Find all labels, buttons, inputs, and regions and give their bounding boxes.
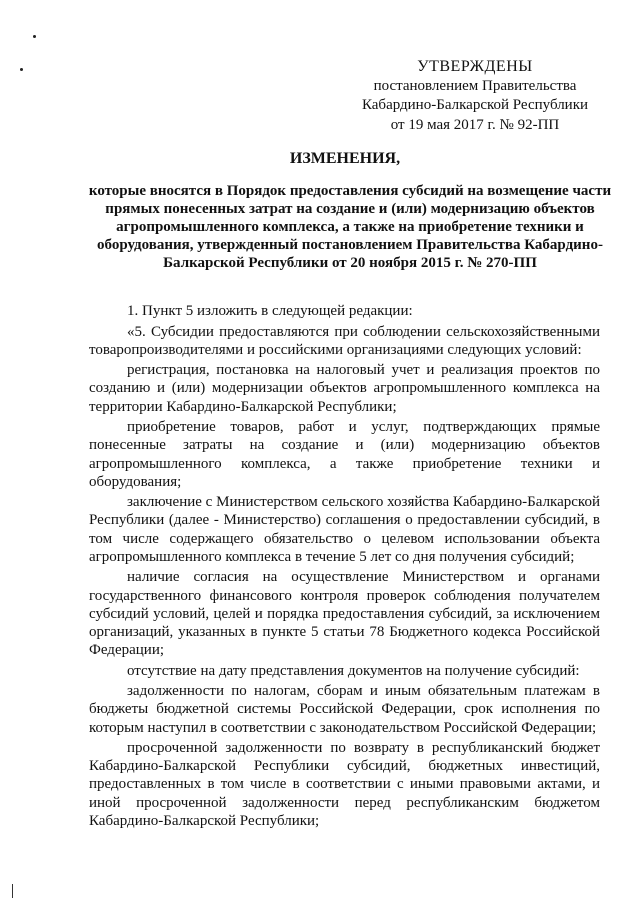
approval-line: от 19 мая 2017 г. № 92-ПП: [390, 116, 560, 133]
approval-line: Кабардино-Балкарской Республики: [361, 97, 589, 113]
scan-speck: [33, 35, 36, 38]
paragraph: приобретение товаров, работ и услуг, подтверждающих прямые понесенные затраты на создание и (или) модернизацию объектов агропромышленного комплекса, а также приобретение техники и оборудования;: [89, 419, 600, 490]
approval-heading: УТВЕРЖДЕНЫ: [417, 58, 533, 75]
paragraph: «5. Субсидии предоставляются при соблюдении сельскохозяйственными товаропроизводителями и российскими организациями следующих условий:: [89, 323, 600, 358]
approval-line: постановлением Правительства: [373, 77, 577, 94]
paragraph: наличие согласия на осуществление Министерством и органами государственного финансового контроля проверок соблюдения получателем субсидий условий, целей и порядка предоставления субсидий, за исключением организаций, указанных в пункте 5 статьи 78 Бюджетного кодекса Российской Федерации;: [89, 569, 600, 659]
scan-speck: [20, 68, 23, 71]
paragraph: 1. Пункт 5 изложить в следующей редакции:: [127, 303, 413, 319]
approval-stamp-block: [330, 57, 620, 135]
paragraph: регистрация, постановка на налоговый учет и реализация проектов по созданию и (или) модернизации объектов агропромышленного комплекса на территории Кабардино-Балкарской Республики;: [89, 362, 600, 415]
paragraph: просроченной задолженности по возврату в республиканский бюджет Кабардино-Балкарской Республики субсидий, бюджетных инвестиций, предоставленных в том числе в соответствии с иными правовыми актами, и иной просроченной задолженности перед республиканским бюджетом Кабардино-Балкарской Республики;: [89, 740, 600, 829]
scan-margin-mark: [12, 884, 13, 898]
paragraph: отсутствие на дату представления документов на получение субсидий:: [127, 662, 580, 679]
document-subtitle: которые вносятся в Порядок предоставления субсидий на возмещение части прямых понесенных затрат на создание и (или) модернизацию объектов агропромышленного комплекса, а также на приобретение техники и оборудования, утвержденный постановлением Правительства Кабардино-Балкарской Республики от 20 ноября 2015 г. № 270-ПП: [88, 183, 612, 271]
paragraph: задолженности по налогам, сборам и иным обязательным платежам в бюджеты бюджетной системы Российской Федерации, срок исполнения по которым наступил в соответствии с законодательством Российской Федерации;: [89, 683, 600, 736]
document-body: [89, 302, 600, 832]
paragraph: заключение с Министерством сельского хозяйства Кабардино-Балкарской Республики (далее - Министерство) соглашения о предоставлении субсидий, в том числе содержащего обязательство о целевом использовании объекта агропромышленного комплекса в течение 5 лет со дня получения субсидий;: [89, 494, 600, 565]
document-title: ИЗМЕНЕНИЯ,: [289, 150, 401, 167]
